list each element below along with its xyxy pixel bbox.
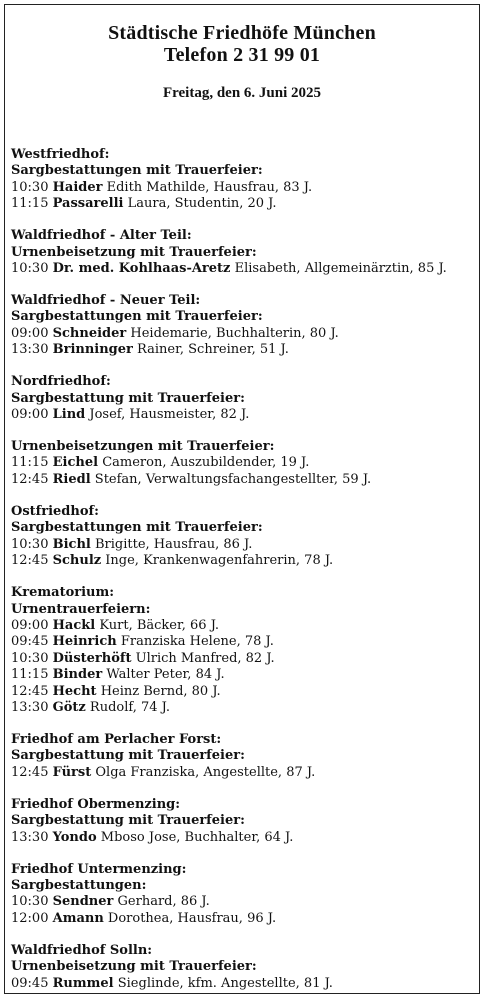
entry-details: Walter Peter, 84 J. (106, 667, 225, 683)
funeral-entry (11, 472, 480, 488)
entry-time: 10:30 (11, 179, 49, 195)
cemetery-section (11, 374, 480, 423)
funeral-entry (11, 634, 480, 650)
entry-surname: Sendner (52, 894, 114, 910)
entry-surname: Lind (52, 407, 86, 423)
entry-time: 10:30 (11, 536, 49, 552)
entry-time: 11:15 (11, 667, 49, 683)
cemetery-name: Friedhof Untermenzing: (11, 861, 187, 877)
ceremony-type: Sargbestattungen mit Trauerfeier: (11, 163, 263, 179)
entry-details: Heidemarie, Buchhalterin, 80 J. (130, 325, 339, 341)
entry-time: 13:30 (11, 699, 49, 715)
entry-time: 12:00 (11, 910, 49, 926)
entry-details: Sieglinde, kfm. Angestellte, 81 J. (117, 975, 333, 991)
funeral-entry (11, 830, 480, 846)
funeral-entry (11, 553, 480, 569)
cemetery-name: Krematorium: (11, 585, 115, 601)
cemetery-section (11, 147, 480, 213)
cemetery-name: Waldfriedhof - Neuer Teil: (11, 293, 201, 309)
entry-details: Heinz Bernd, 80 J. (100, 683, 221, 699)
funeral-entry (11, 180, 480, 196)
entry-time: 10:30 (11, 894, 49, 910)
entry-time: 12:45 (11, 764, 49, 780)
entry-surname: Schneider (52, 325, 127, 341)
ceremony-type: Urnenbeisetzungen mit Trauerfeier: (11, 439, 275, 455)
entry-details: Dorothea, Hausfrau, 96 J. (107, 910, 277, 926)
entry-time: 09:45 (11, 634, 49, 650)
cemetery-section (11, 585, 480, 716)
funeral-schedule (11, 147, 480, 1008)
cemetery-name: Waldfriedhof Solln: (11, 942, 153, 958)
entry-surname: Haider (52, 179, 103, 195)
entry-surname: Yondo (52, 829, 97, 845)
ceremony-type: Sargbestattung mit Trauerfeier: (11, 748, 245, 764)
entry-surname: Riedl (52, 471, 91, 487)
entry-time: 13:30 (11, 829, 49, 845)
entry-surname: Binder (52, 667, 103, 683)
entry-details: Kurt, Bäcker, 66 J. (99, 617, 220, 633)
ceremony-type: Sargbestattung mit Trauerfeier: (11, 813, 245, 829)
cemetery-name: Waldfriedhof - Alter Teil: (11, 228, 192, 244)
entry-time: 12:45 (11, 553, 49, 569)
entry-time: 09:00 (11, 617, 49, 633)
cemetery-section (11, 732, 480, 781)
funeral-entry (11, 684, 480, 700)
funeral-entry (11, 455, 480, 471)
ceremony-type: Urnenbeisetzung mit Trauerfeier: (11, 244, 257, 260)
cemetery-name: Westfriedhof: (11, 147, 110, 162)
entry-surname: Bichl (52, 536, 91, 552)
entry-surname: Hecht (52, 683, 97, 699)
entry-details: Stefan, Verwaltungsfachangestellter, 59 J. (94, 471, 372, 487)
funeral-entry (11, 326, 480, 342)
ceremony-type: Sargbestattungen: (11, 877, 147, 893)
cemetery-section (11, 504, 480, 570)
entry-details: Edith Mathilde, Hausfrau, 83 J. (106, 179, 313, 195)
notice-title-line1: Städtische Friedhöfe München (108, 22, 376, 44)
notice-date: Freitag, den 6. Juni 2025 (162, 85, 322, 101)
funeral-entry (11, 651, 480, 667)
entry-time: 10:30 (11, 261, 49, 277)
entry-surname: Dr. med. Kohlhaas-Aretz (52, 261, 231, 277)
cemetery-name: Friedhof Obermenzing: (11, 796, 181, 812)
entry-details: Rainer, Schreiner, 51 J. (137, 342, 289, 358)
cemetery-name: Friedhof am Perlacher Forst: (11, 731, 222, 747)
funeral-entry (11, 261, 480, 277)
entry-time: 09:00 (11, 325, 49, 341)
entry-surname: Fürst (52, 764, 92, 780)
funeral-entry (11, 700, 480, 716)
entry-time: 13:30 (11, 342, 49, 358)
ceremony-type: Sargbestattungen mit Trauerfeier: (11, 520, 263, 536)
entry-time: 09:00 (11, 407, 49, 423)
entry-surname: Amann (52, 910, 104, 926)
entry-surname: Brinninger (52, 342, 133, 358)
entry-details: Olga Franziska, Angestellte, 87 J. (95, 764, 316, 780)
cemetery-name: Ostfriedhof: (11, 503, 99, 519)
cemetery-section (11, 797, 480, 846)
ceremony-type: Urnentrauerfeiern: (11, 601, 151, 617)
cemetery-section (11, 862, 480, 928)
funeral-entry (11, 976, 480, 992)
entry-details: Ulrich Manfred, 82 J. (135, 650, 275, 666)
entry-time: 12:45 (11, 683, 49, 699)
entry-details: Laura, Studentin, 20 J. (127, 196, 277, 212)
entry-surname: Passarelli (52, 196, 124, 212)
entry-time: 10:30 (11, 650, 49, 666)
entry-details: Elisabeth, Allgemeinärztin, 85 J. (234, 261, 447, 277)
entry-details: Mboso Jose, Buchhalter, 64 J. (100, 829, 294, 845)
entry-details: Inge, Krankenwagenfahrerin, 78 J. (105, 553, 334, 569)
entry-details: Rudolf, 74 J. (89, 699, 171, 715)
funeral-entry (11, 407, 480, 423)
cemetery-section (11, 439, 480, 488)
funeral-entry (11, 196, 480, 212)
funeral-entry (11, 537, 480, 553)
cemetery-section (11, 228, 480, 277)
entry-surname: Schulz (52, 553, 102, 569)
entry-details: Josef, Hausmeister, 82 J. (89, 407, 250, 423)
entry-time: 11:15 (11, 455, 49, 471)
cemetery-section (11, 943, 480, 992)
entry-surname: Heinrich (52, 634, 117, 650)
entry-details: Brigitte, Hausfrau, 86 J. (94, 536, 253, 552)
entry-details: Franziska Helene, 78 J. (120, 634, 274, 650)
entry-details: Cameron, Auszubildender, 19 J. (102, 455, 310, 471)
cemetery-section (11, 293, 480, 359)
entry-surname: Rummel (52, 975, 114, 991)
entry-surname: Eichel (52, 455, 99, 471)
entry-surname: Hackl (52, 617, 96, 633)
ceremony-type: Sargbestattungen mit Trauerfeier: (11, 309, 263, 325)
ceremony-type: Sargbestattung mit Trauerfeier: (11, 390, 245, 406)
notice-header (5, 5, 479, 102)
entry-surname: Düsterhöft (52, 650, 132, 666)
entry-surname: Götz (52, 699, 86, 715)
entry-time: 09:45 (11, 975, 49, 991)
entry-details: Gerhard, 86 J. (117, 894, 210, 910)
entry-time: 11:15 (11, 196, 49, 212)
funeral-entry (11, 894, 480, 910)
funeral-entry (11, 342, 480, 358)
cemetery-name: Nordfriedhof: (11, 374, 111, 390)
funeral-entry (11, 618, 480, 634)
notice-title-line2: Telefon 2 31 99 01 (163, 44, 321, 66)
funeral-entry (11, 765, 480, 781)
ceremony-type: Urnenbeisetzung mit Trauerfeier: (11, 959, 257, 975)
funeral-entry (11, 667, 480, 683)
funeral-entry (11, 911, 480, 927)
entry-time: 12:45 (11, 471, 49, 487)
